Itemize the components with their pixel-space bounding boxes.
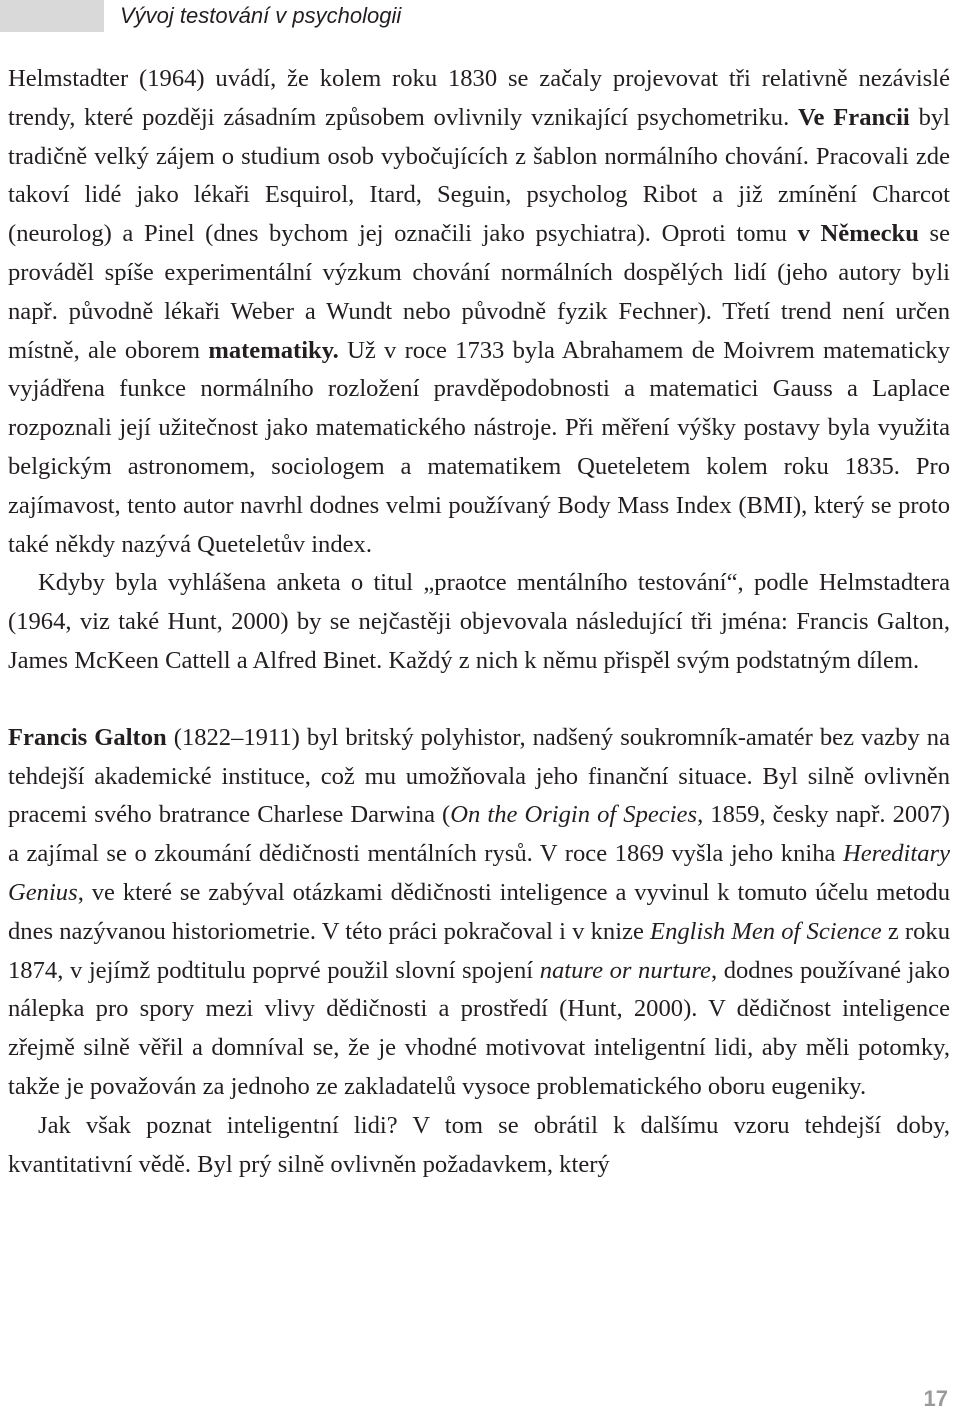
text-span: , 1859, česky např. 2007) a zajímal se o zkoumání dědičnosti mentálních rysů. V roce 1869 vyšla jeho kniha [8, 801, 950, 868]
text-span: Helmstadter (1964) uvádí, že kolem roku 1830 se začaly projevovat tři relativně nezávislé trendy, které později zásadním způsobem ovlivnily vznikající psychometriku. [8, 65, 950, 131]
paragraph-francis-galton [8, 719, 950, 1107]
bold-term-germany: v Německu [797, 220, 919, 248]
text-span: Kdyby byla vyhlášena anketa o titul „praotce mentálního testování“, podle Helmstadtera (1964, viz také Hunt, 2000) by se nejčastěji objevovala následující tři jména: Francis Galton, James McKeen Cattell a Alfred Binet. Každý z nich k němu přispěl svým podstatným dílem. [8, 569, 950, 674]
italic-book-title: Hereditary Genius [8, 840, 950, 906]
body-text [8, 60, 950, 1184]
text-span: se prováděl spíše experimentální výzkum chování normálních dospělých lidí (jeho autory byli např. původně lékaři Weber a Wundt nebo původně fyzik Fechner). Třetí trend není určen místně, ale oborem [8, 220, 951, 364]
paragraph-founders-survey [8, 564, 950, 680]
text-span: , dodnes používané jako nálepka pro spory mezi vlivy dědičnosti a prostředí (Hunt, 2000). V dědičnost inteligence zřejmě silně věřil a domníval se, že je vhodné motivovat inteligentní lidi, aby měli potomky, takže je považován za jednoho ze zakladatelů vysoce problematického oboru eugeniky. [8, 956, 950, 1100]
text-span: (1822–1911) byl britský polyhistor, nadšený soukromník-amatér bez vazby na tehdejší akademické instituce, což mu umožňovala jeho finanční situace. Byl silně ovlivněn pracemi svého bratrance Charlese Darwina ( [8, 723, 950, 829]
header-gray-bar [0, 0, 104, 32]
text-span: , ve které se zabýval otázkami dědičnosti inteligence a vyvinul k tomuto účelu metodu dnes nazývanou historiometrie. V této práci pokračoval i v knize [8, 878, 950, 945]
bold-term-france: Ve Francii [798, 103, 910, 131]
paragraph-psychometric-trends [8, 60, 950, 564]
italic-book-title: English Men of Science [650, 917, 882, 945]
italic-phrase: nature or nurture [539, 956, 711, 984]
bold-name-galton: Francis Galton [8, 723, 167, 751]
text-span: z roku 1874, v jejímž podtitulu poprvé použil slovní spojení [8, 917, 951, 984]
bold-term-mathematics: matematiky. [208, 336, 339, 364]
running-head-title: Vývoj testování v psychologii [120, 3, 402, 28]
text-span: byl tradičně velký zájem o studium osob vybočujících z šablon normálního chování. Pracovali zde takoví lidé jako lékaři Esquirol, Itard, Seguin, psycholog Ribot a již zmínění Charcot (neurolog) a Pinel (dnes bychom jej označili jako psychiatra). Oproti tomu [8, 103, 950, 248]
paragraph-intelligent-people [8, 1107, 950, 1185]
italic-book-title: On the Origin of Species [450, 801, 698, 829]
text-span: Jak však poznat inteligentní lidi? V tom se obrátil k dalšímu vzoru tehdejší doby, kvantitativní vědě. Byl prý silně ovlivněn požadavkem, který [8, 1111, 950, 1178]
text-span: Už v roce 1733 byla Abrahamem de Moivrem matematicky vyjádřena funkce normálního rozložení pravděpodobnosti a matematici Gauss a Laplace rozpoznali její užitečnost jako matematického nástroje. Při měření výšky postavy byla využita belgickým astronomem, sociologem a matematikem Queteletem kolem roku 1835. Pro zajímavost, tento autor navrhl dodnes velmi používaný Body Mass Index (BMI), který se proto také někdy nazývá Queteletův index. [8, 336, 950, 558]
page-number: 17 [923, 1386, 948, 1411]
